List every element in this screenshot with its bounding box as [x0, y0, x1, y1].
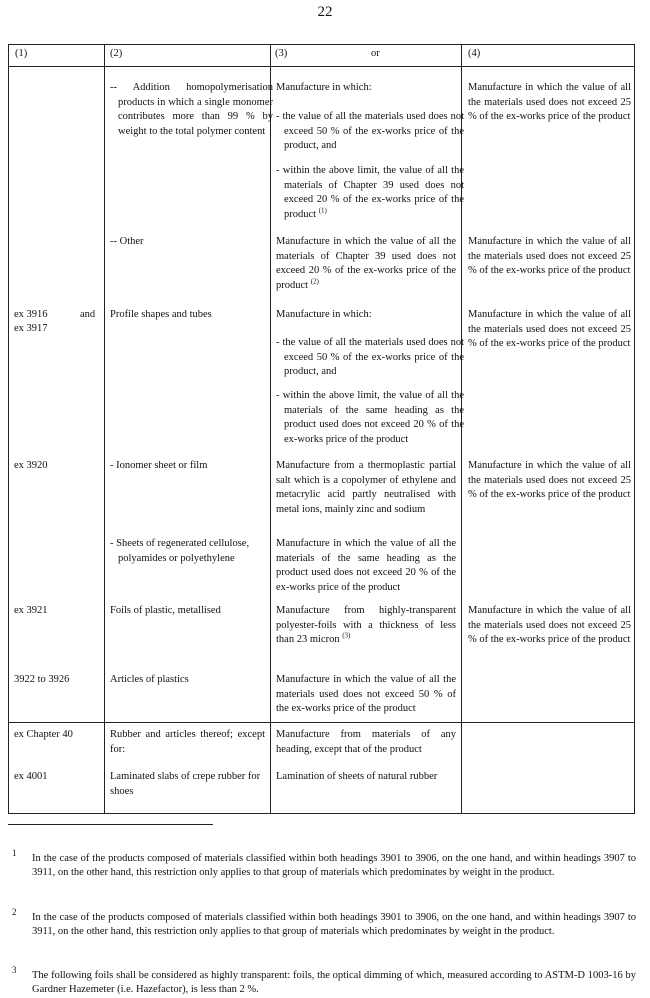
footnote-1 [12, 848, 636, 880]
row6-rule [276, 604, 456, 648]
row2-rule-text: Manufacture in which the value of all the materials of Chapter 39 used does not exceed 20 % of the ex-works price of the product [276, 236, 456, 291]
row4-rule: Manufacture from a thermoplastic partial salt which is a copolymer of ethylene and metacrylic acid partly neutralised with metal ions, mainly zinc and sodium [276, 460, 456, 515]
row3-heading-to: ex 3917 [14, 323, 48, 334]
page-number: 22 [317, 4, 333, 20]
header-col2: (2) [110, 48, 123, 59]
footnote-ref-2: (2) [310, 277, 319, 285]
header-col4: (4) [468, 48, 481, 59]
row6-description: Foils of plastic, metallised [110, 605, 221, 616]
row8-heading: ex Chapter 40 [14, 729, 73, 740]
row7-rule: Manufacture in which the value of all the materials used does not exceed 50 % of the ex-works price of the product [276, 674, 456, 714]
section-divider [8, 722, 635, 723]
column-divider-1 [104, 44, 105, 814]
footnote-1-text: In the case of the products composed of materials classified within both headings 3901 to 3906, on the one hand, and within headings 3907 to 3911, on the other hand, this restriction only applies to that group of materials which predominates by weight in the product. [32, 853, 636, 878]
row1-rule-intro: Manufacture in which: [276, 82, 372, 93]
row3-description: Profile shapes and tubes [110, 309, 212, 320]
footnote-3 [12, 965, 636, 997]
footnote-separator [8, 824, 213, 825]
row1-rule-bullet2-text: - within the above limit, the value of all the materials of Chapter 39 used does not exceed 20 % of the ex-works price of the product [276, 165, 464, 220]
row6-heading: ex 3921 [14, 605, 48, 616]
column-divider-2 [270, 44, 271, 814]
row8-rule: Manufacture from materials of any heading, except that of the product [276, 729, 456, 755]
row4-heading: ex 3920 [14, 460, 48, 471]
row2-description: -- Other [110, 236, 144, 247]
header-col1: (1) [15, 48, 28, 59]
row1-rule-bullet2 [276, 164, 464, 222]
table-border-left [8, 44, 9, 814]
row2-alternative-rule: Manufacture in which the value of all the materials used does not exceed 25 % of the ex-works price of the product [468, 236, 631, 276]
header-col3: (3) [275, 48, 288, 59]
row5-description: - Sheets of regenerated cellulose, polyamides or polyethylene [110, 538, 250, 564]
row8-description: Rubber and articles thereof; except for: [110, 729, 265, 755]
row3-heading-from: ex 3916 [14, 309, 48, 320]
row3-rule-bullet1: - the value of all the materials used does not exceed 50 % of the ex-works price of the product, and [276, 337, 464, 377]
row6-rule-text: Manufacture from highly-transparent polyester-foils with a thickness of less than 23 micron [276, 605, 456, 645]
row1-description: -- Addition homopolymerisation products in which a single monomer contributes more than 99 % by weight to the total polymer content [110, 82, 273, 137]
row9-heading: ex 4001 [14, 771, 48, 782]
table-header [8, 44, 635, 67]
row3-rule-bullet2: - within the above limit, the value of all the materials of the same heading as the product used does not exceed 20 % of the ex-works price of the product [276, 390, 464, 445]
row4-description: - Ionomer sheet or film [110, 460, 208, 471]
footnote-2-mark: 2 [12, 907, 17, 917]
row3-alternative-rule: Manufacture in which the value of all the materials used does not exceed 25 % of the ex-works price of the product [468, 309, 631, 349]
row7-description: Articles of plastics [110, 674, 189, 685]
footnote-3-text: The following foils shall be considered as highly transparent: foils, the optical dimming of which, measured according to ASTM-D 1003-16 by Gardner Hazemeter (i.e. Hazefactor), is less than 2 %. [32, 970, 636, 995]
row2-rule [276, 235, 456, 293]
row4-alternative-rule: Manufacture in which the value of all the materials used does not exceed 25 % of the ex-works price of the product [468, 460, 631, 500]
row7-heading: 3922 to 3926 [14, 674, 70, 685]
row9-rule: Lamination of sheets of natural rubber [276, 771, 438, 782]
footnote-2-text: In the case of the products composed of materials classified within both headings 3901 to 3906, on the one hand, and within headings 3907 to 3911, on the other hand, this restriction only applies to that group of materials which predominates by weight in the product. [32, 912, 636, 937]
row1-rule-bullet1: - the value of all the materials used does not exceed 50 % of the ex-works price of the product, and [276, 111, 464, 151]
table-border-bottom [8, 813, 635, 814]
table-border-right [634, 44, 635, 814]
row3-rule-intro: Manufacture in which: [276, 309, 372, 320]
footnote-1-mark: 1 [12, 848, 17, 858]
row6-alternative-rule: Manufacture in which the value of all the materials used does not exceed 25 % of the ex-works price of the product [468, 605, 631, 645]
footnote-2 [12, 907, 636, 939]
row3-heading-and: and [80, 309, 96, 320]
header-or: or [371, 48, 380, 59]
footnote-3-mark: 3 [12, 965, 17, 975]
footnote-ref-3: (3) [342, 631, 351, 640]
row5-rule: Manufacture in which the value of all the materials of the same heading as the product used does not exceed 20 % of the ex-works price of the product [276, 538, 456, 593]
footnote-ref-1: (1) [318, 206, 327, 214]
row9-description: Laminated slabs of crepe rubber for shoes [110, 771, 261, 797]
row1-alternative-rule: Manufacture in which the value of all the materials used does not exceed 25 % of the ex-works price of the product [468, 82, 631, 122]
